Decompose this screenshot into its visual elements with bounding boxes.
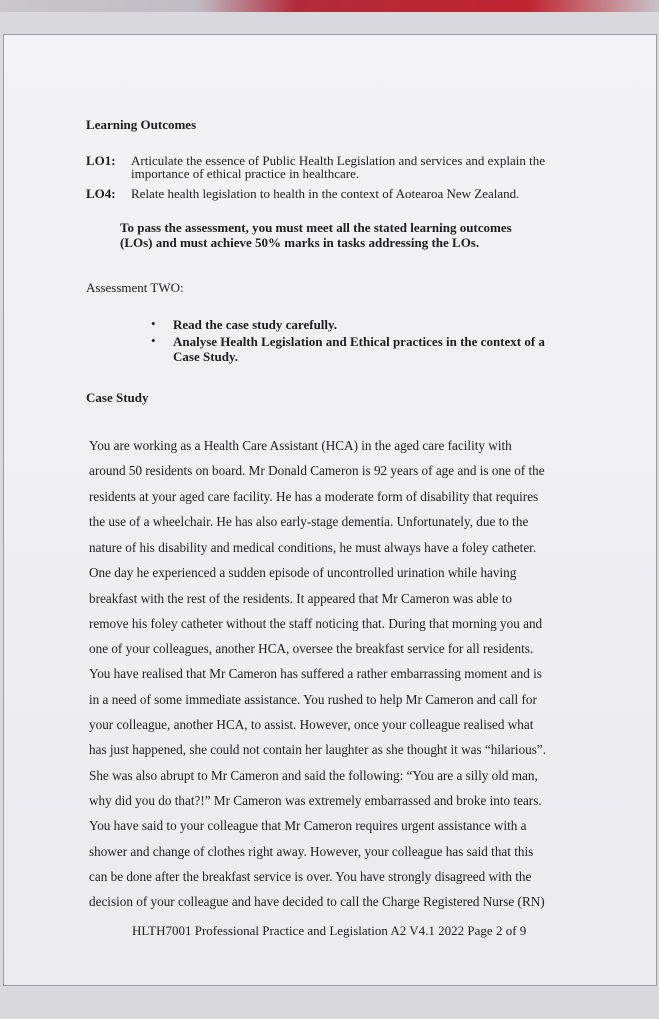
bullet-1-line-1: Read the case study carefully. xyxy=(173,317,338,332)
case-line: decision of your colleague and have decided to call the Charge Registered Nurse (RN) xyxy=(89,894,545,909)
document-page xyxy=(3,34,657,986)
lo1-line-2: importance of ethical practice in healthcare. xyxy=(131,166,360,181)
case-line: She was also abrupt to Mr Cameron and said the following: “You are a silly old man, xyxy=(89,768,538,783)
case-line: one of your colleagues, another HCA, oversee the breakfast service for all residents. xyxy=(89,641,534,656)
case-line: in a need of some immediate assistance. You rushed to help Mr Cameron and call for xyxy=(89,692,537,707)
case-study-title: Case Study xyxy=(86,390,149,405)
case-line: why did you do that?!” Mr Cameron was extremely embarrassed and broke into tears. xyxy=(89,793,542,808)
lo4-code: LO4: xyxy=(86,186,116,201)
case-line: One day he experienced a sudden episode of uncontrolled urination while having xyxy=(89,565,517,580)
case-line: breakfast with the rest of the residents. It appeared that Mr Cameron was able to xyxy=(89,591,512,606)
case-line: can be done after the breakfast service is over. You have strongly disagreed with the xyxy=(89,869,532,884)
case-line: You have said to your colleague that Mr Cameron requires urgent assistance with a xyxy=(89,818,527,833)
pass-note-line-1: To pass the assessment, you must meet all the stated learning outcomes xyxy=(120,220,512,235)
section-title: Learning Outcomes xyxy=(86,117,197,132)
bullet-icon: • xyxy=(151,333,156,348)
case-line: the use of a wheelchair. He has also early-stage dementia. Unfortunately, due to the xyxy=(89,514,529,529)
case-line: remove his foley catheter without the staff noticing that. During that morning you and xyxy=(89,616,543,631)
bullet-2-line-1: Analyse Health Legislation and Ethical practices in the context of a xyxy=(173,334,545,349)
lo1-line-1: Articulate the essence of Public Health Legislation and services and explain the xyxy=(131,153,546,168)
case-line: residents at your aged care facility. He has a moderate form of disability that requires xyxy=(89,489,539,504)
lo4-line-1: Relate health legislation to health in the context of Aotearoa New Zealand. xyxy=(131,186,520,201)
bullet-icon: • xyxy=(151,316,156,331)
page-footer: HLTH7001 Professional Practice and Legislation A2 V4.1 2022 Page 2 of 9 xyxy=(132,923,527,938)
case-line: You have realised that Mr Cameron has suffered a rather embarrassing moment and is xyxy=(89,666,542,681)
pass-note-line-2: (LOs) and must achieve 50% marks in tasks addressing the LOs. xyxy=(120,235,480,250)
background-strip xyxy=(0,0,659,12)
lo1-code: LO1: xyxy=(86,153,116,168)
case-line: You are working as a Health Care Assistant (HCA) in the aged care facility with xyxy=(89,438,512,453)
case-line: around 50 residents on board. Mr Donald Cameron is 92 years of age and is one of the xyxy=(89,463,545,478)
assessment-title: Assessment TWO: xyxy=(86,280,184,295)
case-line: shower and change of clothes right away. However, your colleague has said that this xyxy=(89,844,534,859)
case-line: nature of his disability and medical conditions, he must always have a foley catheter. xyxy=(89,540,537,555)
case-line: your colleague, another HCA, to assist. However, once your colleague realised what xyxy=(89,717,534,732)
case-line: has just happened, she could not contain her laughter as she thought it was “hilarious”. xyxy=(89,742,547,757)
bullet-2-line-2: Case Study. xyxy=(173,349,239,364)
